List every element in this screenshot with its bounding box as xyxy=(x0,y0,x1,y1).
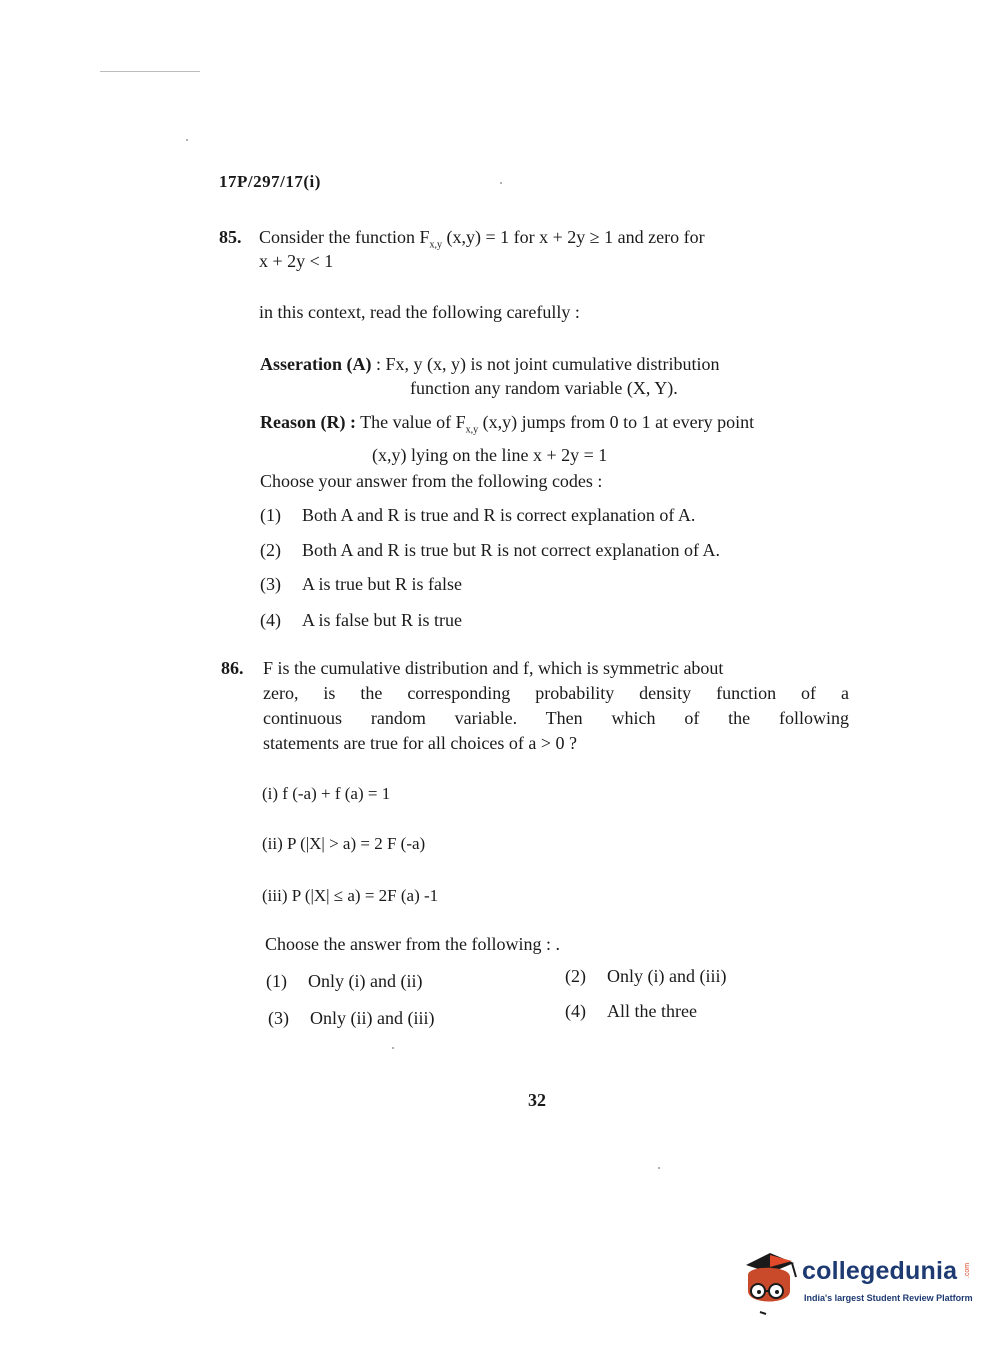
question-text: F is the cumulative distribution and f, which is symmetric about xyxy=(263,658,724,678)
option xyxy=(565,966,726,987)
question-number: 86. xyxy=(221,658,244,678)
option xyxy=(260,540,720,561)
subscript: x,y xyxy=(465,424,479,436)
question-number: 85. xyxy=(219,227,242,247)
option xyxy=(268,1008,434,1029)
option-text: All the three xyxy=(607,1001,697,1021)
option-number: (2) xyxy=(565,966,586,986)
reason-text: (x,y) jumps from 0 to 1 at every point xyxy=(478,412,755,432)
reason-label: Reason (R) : xyxy=(260,412,356,432)
choose-instruction: Choose the answer from the following : . xyxy=(265,934,560,954)
scan-speck xyxy=(658,1167,660,1169)
assertion xyxy=(260,352,850,400)
question-86 xyxy=(221,656,851,756)
reason-text: The value of F xyxy=(356,412,466,432)
option-number: (1) xyxy=(266,971,287,991)
choose-instruction: Choose your answer from the following codes : xyxy=(260,471,603,491)
option-number: (4) xyxy=(565,1001,586,1021)
paper-code: 17P/297/17(i) xyxy=(219,172,321,191)
assertion-label: Asseration (A) xyxy=(260,354,372,374)
option-text: A is true but R is false xyxy=(302,574,462,594)
option-number: (2) xyxy=(260,540,281,560)
question-text-part: Consider the function F xyxy=(259,227,430,247)
scan-speck xyxy=(392,1047,394,1049)
question-text-part: (x,y) = 1 for x + 2y ≥ 1 and zero for xyxy=(441,227,705,247)
brand-domain: .com xyxy=(964,1262,972,1279)
option-text: Both A and R is true but R is not correct explanation of A. xyxy=(302,540,720,560)
brand-tagline: India's largest Student Review Platform xyxy=(804,1293,973,1303)
question-85-line1 xyxy=(219,227,849,251)
option-number: (1) xyxy=(260,505,281,525)
option xyxy=(260,505,695,526)
option-number: (4) xyxy=(260,610,281,630)
assertion-text: : Fx, y (x, y) is not joint cumulative distribution xyxy=(371,354,720,374)
page-number: 32 xyxy=(528,1090,546,1110)
statement: (ii) P (|X| > a) = 2 F (-a) xyxy=(262,834,426,853)
question-text-cont: zero, is the corresponding probability density function of a xyxy=(263,683,849,703)
question-text-cont: statements are true for all choices of a > 0 ? xyxy=(263,733,578,753)
option-text: A is false but R is true xyxy=(302,610,462,630)
question-85 xyxy=(219,227,849,272)
option xyxy=(260,574,462,595)
option-text: Only (i) and (iii) xyxy=(607,966,727,986)
assertion-text-cont: function any random variable (X, Y). xyxy=(410,378,678,398)
option xyxy=(266,971,422,992)
question-text-cont: continuous random variable. Then which of the following xyxy=(263,708,849,728)
question-85-line2: x + 2y < 1 xyxy=(259,250,334,271)
option xyxy=(260,610,462,631)
reason-text-cont: (x,y) lying on the line x + 2y = 1 xyxy=(372,444,608,465)
option-number: (3) xyxy=(268,1008,289,1028)
option-text: Both A and R is true and R is correct explanation of A. xyxy=(302,505,696,525)
reason xyxy=(260,410,850,467)
option xyxy=(565,1001,697,1022)
collegedunia-logo xyxy=(740,1247,980,1317)
statement: (i) f (-a) + f (a) = 1 xyxy=(262,784,391,803)
context-line: in this context, read the following carefully : xyxy=(259,302,580,322)
option-text: Only (i) and (ii) xyxy=(308,971,423,991)
statement: (iii) P (|X| ≤ a) = 2F (a) -1 xyxy=(262,886,439,905)
top-rule xyxy=(100,71,200,72)
option-number: (3) xyxy=(260,574,281,594)
mascot-icon xyxy=(740,1247,802,1317)
scan-speck xyxy=(186,139,188,141)
subscript: x,y xyxy=(429,239,442,251)
question-text xyxy=(259,227,705,251)
option-text: Only (ii) and (iii) xyxy=(310,1008,435,1028)
scan-speck xyxy=(500,182,502,184)
brand-name: collegedunia xyxy=(802,1257,958,1285)
